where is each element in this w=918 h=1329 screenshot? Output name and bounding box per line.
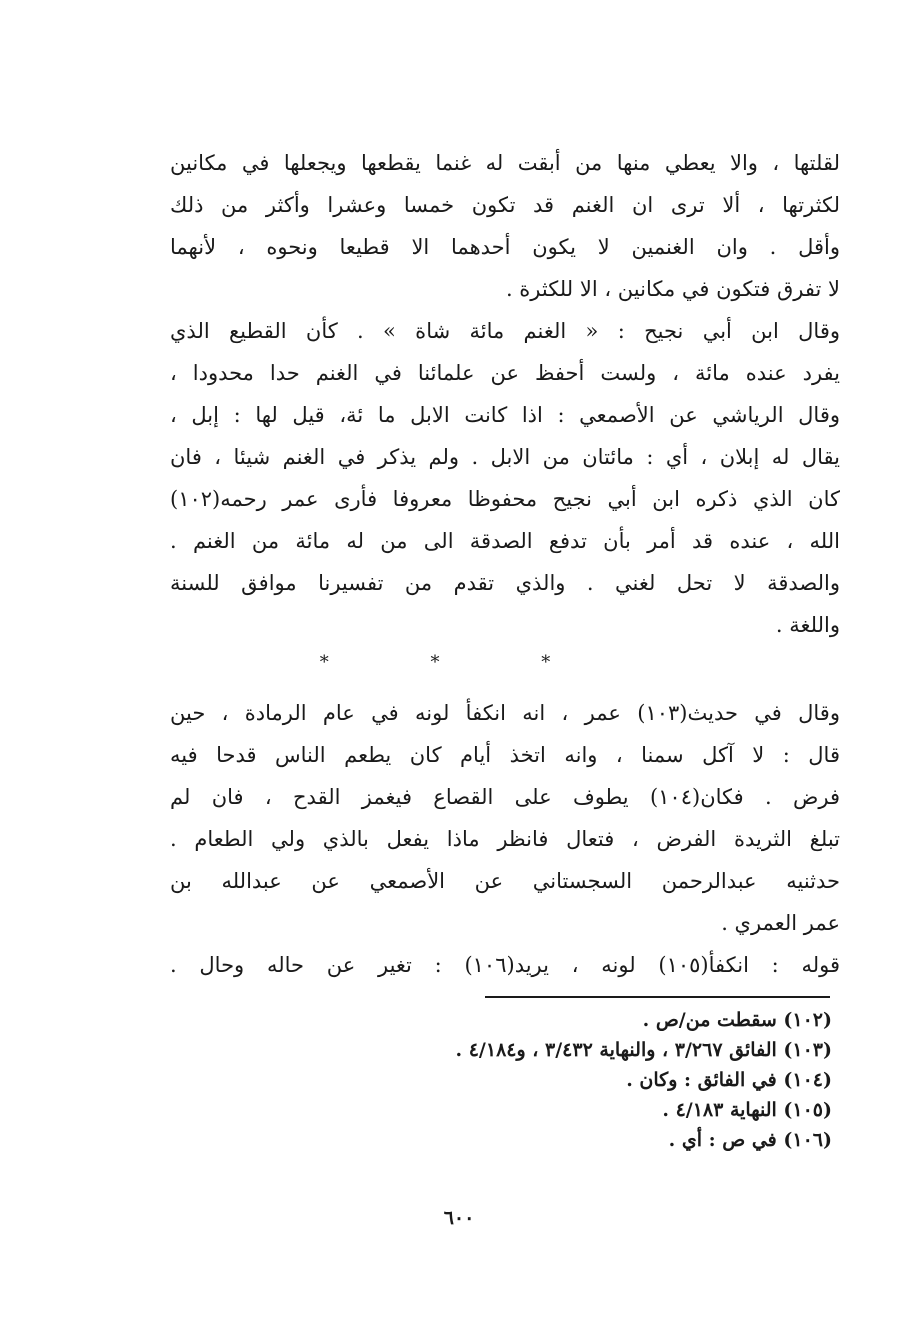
text-line: واللغة .: [775, 613, 840, 637]
page-number: ٦٠٠: [443, 1207, 475, 1229]
text-line: يقال له إبلان ، أي : مائتان من الابل . ولم يذكر في الغنم شيئا ، فان: [170, 445, 840, 469]
text-line: والصدقة لا تحل لغني . والذي تقدم من تفسيرنا موافق للسنة: [170, 571, 840, 595]
text-line: قال : لا آكل سمنا ، وانه اتخذ أيام كان يطعم الناس قدحا فيه: [170, 743, 840, 767]
text-line: وأقل . وان الغنمين لا يكون أحدهما الا قطيعا ونحوه ، لأنهما: [170, 235, 840, 259]
text-line: قوله : انكفأ(١٠٥) لونه ، يريد(١٠٦) : تغير عن حاله وحال .: [170, 953, 840, 977]
footnote: (١٠٣) الفائق ٣/٢٦٧ ، والنهاية ٣/٤٣٢ ، و٤/١٨٤ .: [455, 1039, 832, 1061]
text-line: لا تفرق فتكون في مكانين ، الا للكثرة .: [505, 277, 840, 301]
text-line: عمر العمري .: [721, 911, 840, 935]
text-line: حدثنيه عبدالرحمن السجستاني عن الأصمعي عن عبدالله بن: [170, 869, 840, 893]
footnote: (١٠٥) النهاية ٤/١٨٣ .: [662, 1099, 832, 1121]
footnote: (١٠٢) سقطت من/ص .: [642, 1009, 832, 1031]
text-line: لكثرتها ، ألا ترى ان الغنم قد تكون خمسا وعشرا وأكثر من ذلك: [170, 193, 840, 217]
text-line: وقال الرياشي عن الأصمعي : اذا كانت الابل ما ئة، قيل لها : إبل ،: [170, 403, 840, 427]
footnote-divider: [485, 996, 830, 998]
text-line: فرض . فكان(١٠٤) يطوف على القصاع فيغمز القدح ، فان لم: [170, 785, 840, 809]
text-line: يفرد عنده مائة ، ولست أحفظ عن علمائنا في الغنم حدا محدودا ،: [170, 361, 840, 385]
text-line: لقلتها ، والا يعطي منها من أبقت له غنما يقطعها ويجعلها في مكانين: [170, 151, 840, 175]
text-line: تبلغ الثريدة الفرض ، فتعال فانظر ماذا يفعل بالذي ولي الطعام .: [170, 827, 840, 851]
text-line: الله ، عنده قد أمر بأن تدفع الصدقة الى من له مائة من الغنم .: [170, 529, 840, 553]
text-line: وقال في حديث(١٠٣) عمر ، انه انكفأ لونه في عام الرمادة ، حين: [170, 701, 840, 725]
text-line: وقال ابن أبي نجيح : « الغنم مائة شاة » . كأن القطيع الذي: [170, 319, 840, 343]
section-separator: * * *: [319, 652, 599, 673]
footnote: (١٠٦) في ص : أي .: [668, 1129, 832, 1151]
footnote: (١٠٤) في الفائق : وكان .: [626, 1069, 832, 1091]
text-line: كان الذي ذكره ابن أبي نجيح محفوظا معروفا فأرى عمر رحمه(١٠٢): [170, 487, 840, 511]
